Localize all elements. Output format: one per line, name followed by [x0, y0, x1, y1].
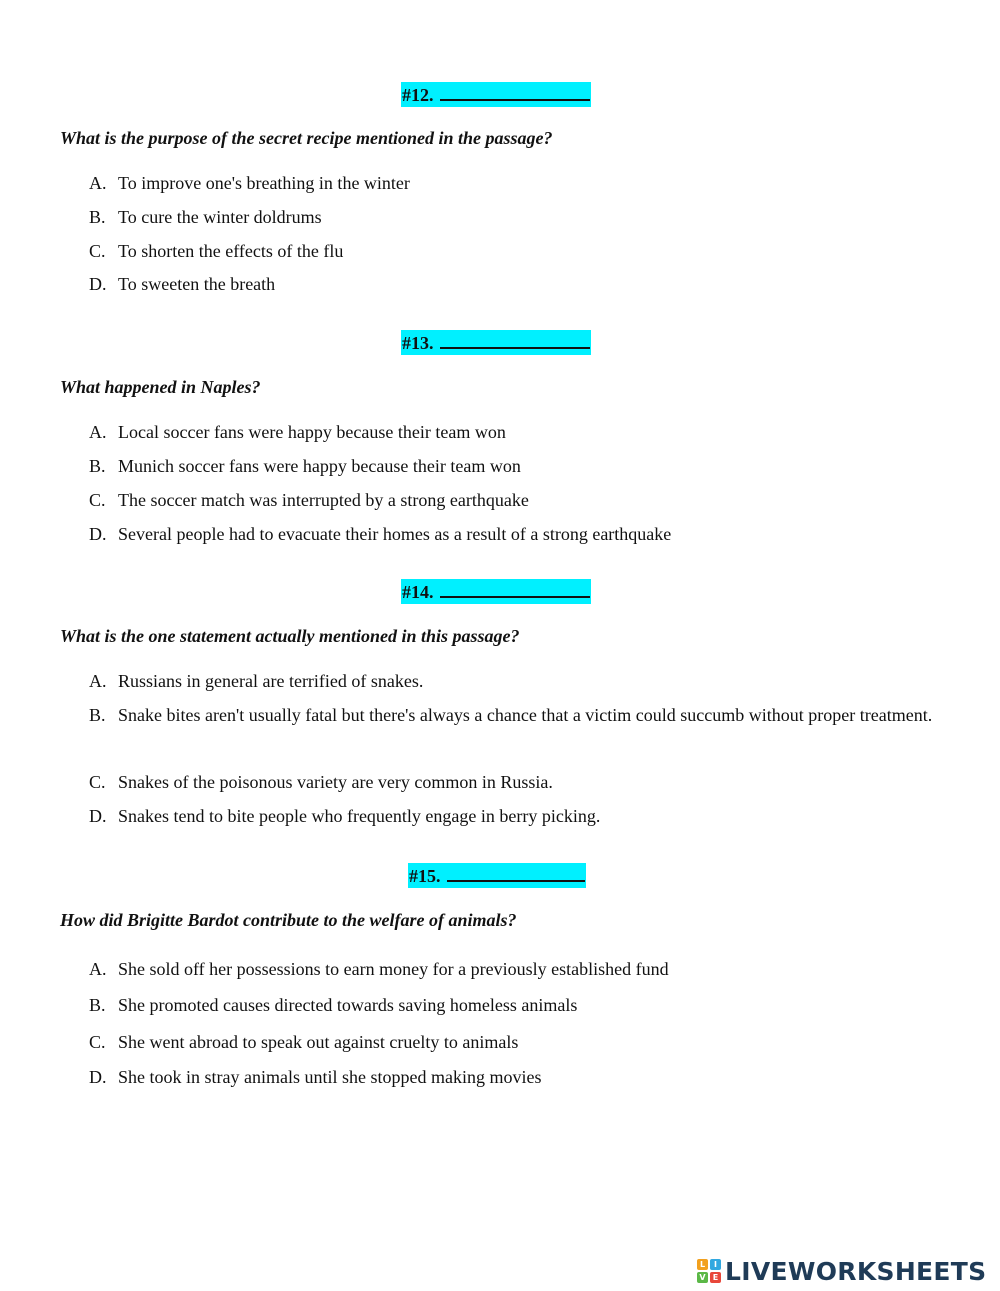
- option-15-c: C. She went abroad to speak out against cruelty to animals: [89, 1032, 519, 1052]
- answer-blank-13[interactable]: [440, 330, 590, 349]
- option-13-c: C. The soccer match was interrupted by a strong earthquake: [89, 490, 529, 510]
- option-15-a: A. She sold off her possessions to earn money for a previously established fund: [89, 959, 669, 979]
- option-12-a: A. To improve one's breathing in the winter: [89, 173, 410, 193]
- question-prompt-15: How did Brigitte Bardot contribute to the welfare of animals?: [60, 910, 517, 930]
- question-number-15: #15.: [408, 863, 586, 888]
- question-number-12: #12.: [401, 82, 591, 107]
- option-12-c: C. To shorten the effects of the flu: [89, 241, 344, 261]
- option-14-c: C. Snakes of the poisonous variety are very common in Russia.: [89, 772, 553, 792]
- answer-blank-15[interactable]: [447, 863, 585, 882]
- option-13-b: B. Munich soccer fans were happy because their team won: [89, 456, 521, 476]
- option-15-d: D. She took in stray animals until she stopped making movies: [89, 1067, 542, 1087]
- option-15-b: B. She promoted causes directed towards saving homeless animals: [89, 995, 578, 1015]
- option-12-d: D. To sweeten the breath: [89, 274, 276, 294]
- option-14-b: B. Snake bites aren't usually fatal but there's always a chance that a victim could succumb without proper treatment.: [89, 705, 933, 725]
- option-13-d: D. Several people had to evacuate their homes as a result of a strong earthquake: [89, 524, 672, 544]
- question-prompt-12: What is the purpose of the secret recipe mentioned in the passage?: [60, 128, 553, 148]
- option-12-b: B. To cure the winter doldrums: [89, 207, 322, 227]
- question-number-14: #14.: [401, 579, 591, 604]
- answer-blank-14[interactable]: [440, 579, 590, 598]
- logo-blocks-icon: L I V E: [697, 1259, 721, 1283]
- question-prompt-14: What is the one statement actually mentioned in this passage?: [60, 626, 520, 646]
- question-prompt-13: What happened in Naples?: [60, 377, 261, 397]
- liveworksheets-logo: [697, 1256, 986, 1286]
- answer-blank-12[interactable]: [440, 82, 590, 101]
- option-14-a: A. Russians in general are terrified of snakes.: [89, 671, 424, 691]
- question-number-13: #13.: [401, 330, 591, 355]
- option-13-a: A. Local soccer fans were happy because their team won: [89, 422, 506, 442]
- option-14-d: D. Snakes tend to bite people who frequently engage in berry picking.: [89, 806, 601, 826]
- logo-text: LIVEWORKSHEETS: [725, 1256, 987, 1286]
